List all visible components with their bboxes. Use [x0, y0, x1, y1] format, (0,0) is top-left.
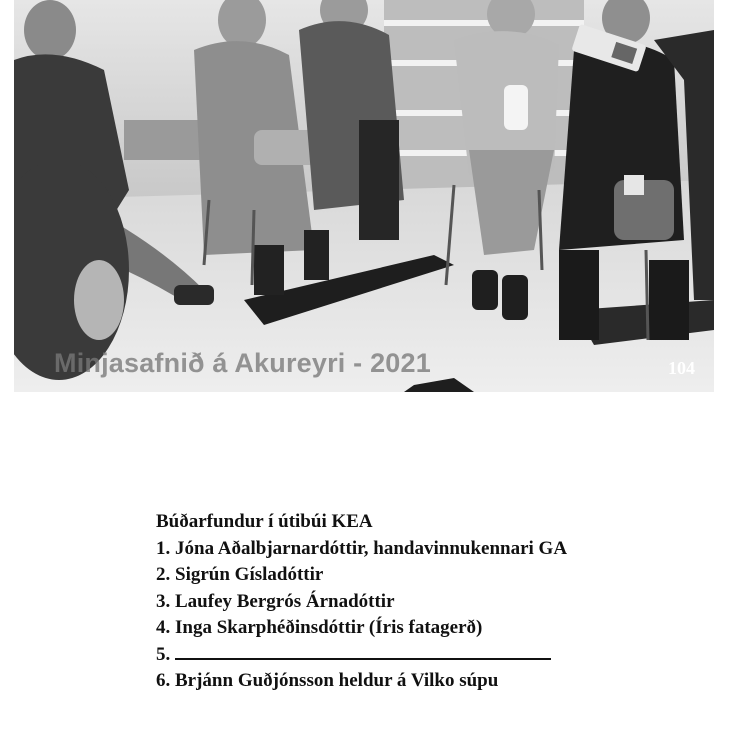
- caption-item-5: [156, 642, 676, 669]
- watermark-text: Minjasafnið á Akureyri - 2021: [54, 348, 431, 378]
- caption-item-5-number: 5.: [156, 643, 171, 665]
- caption-item-2: 2. Sigrún Gísladóttir: [156, 564, 324, 585]
- blank-name-line: [175, 643, 551, 660]
- archive-photo: [14, 0, 714, 392]
- caption-title: Búðarfundur í útibúi KEA: [156, 511, 373, 532]
- caption-item-1: 1. Jóna Aðalbjarnardóttir, handavinnukennari GA: [156, 537, 568, 559]
- caption-item-4: 4. Inga Skarphéðinsdóttir (Íris fatagerð): [156, 617, 483, 638]
- caption-block: [156, 509, 676, 695]
- caption-item-3: 3. Laufey Bergrós Árnadóttir: [156, 590, 395, 612]
- photo-illustration: [14, 0, 714, 392]
- frame-number: 104: [668, 358, 695, 378]
- caption-item-6: 6. Brjánn Guðjónsson heldur á Vilko súpu: [156, 670, 499, 691]
